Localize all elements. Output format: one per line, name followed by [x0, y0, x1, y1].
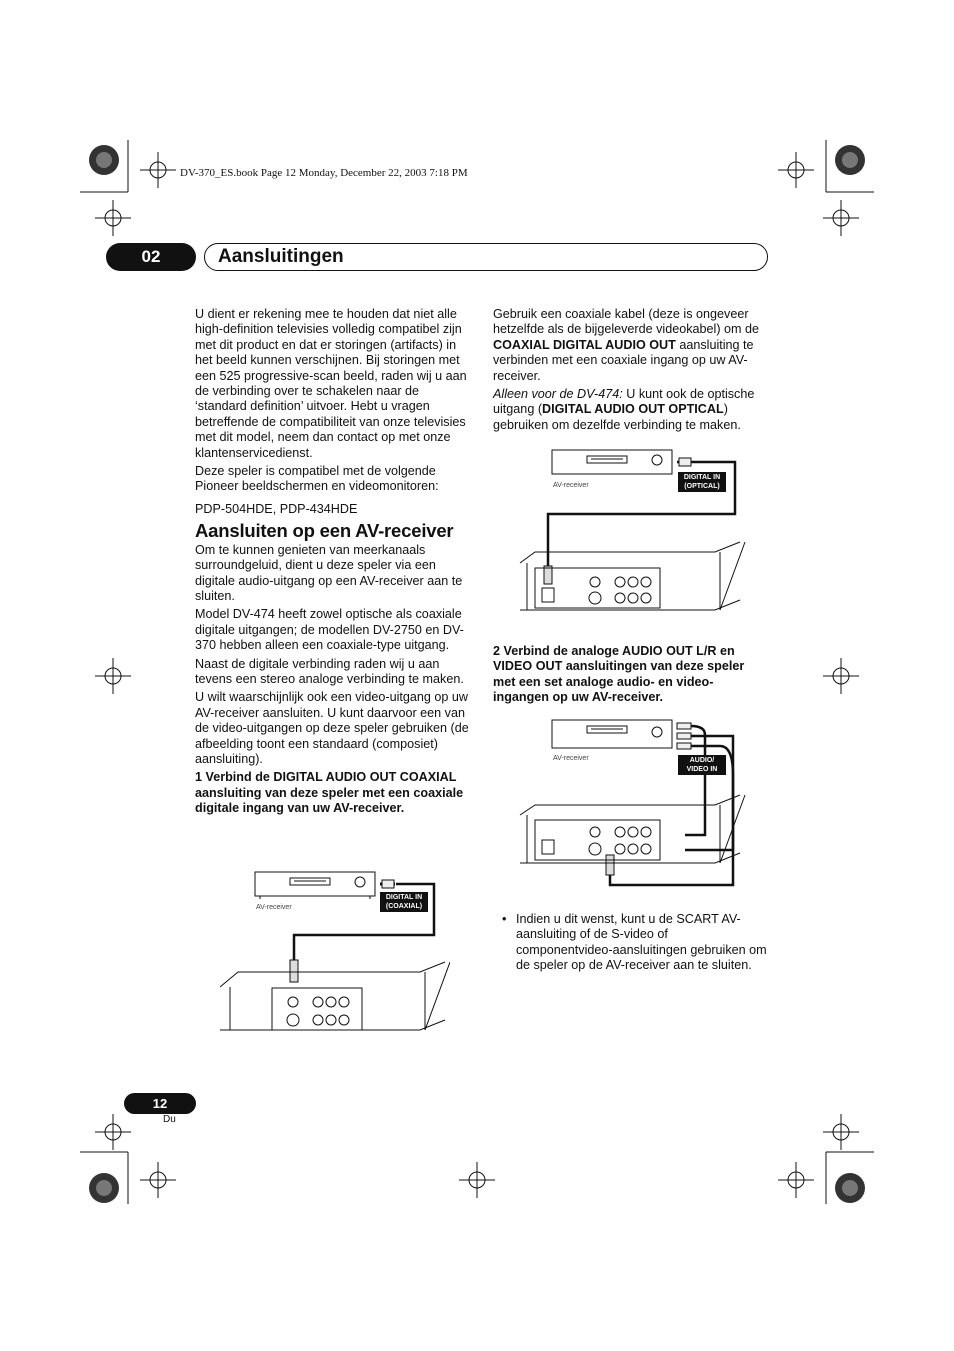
- chapter-number-badge: 02: [106, 243, 196, 271]
- bullet-text: Indien u dit wenst, kunt u de SCART AV-aansluiting of de S-video of componentvideo-aansluitingen gebruiken om de speler op de AV-receiver aan te sluiten.: [516, 912, 767, 973]
- tag-line-1: DIGITAL IN: [385, 894, 423, 901]
- page-number: 12: [124, 1093, 196, 1114]
- paragraph-hdtv-compat: U dient er rekening mee te houden dat niet alle high-definition televisies volledig compatibel zijn met dit product en dat er storingen (artifacts) in het beeld kunnen verschijnen. Bij storingen met een 525 progressive-scan beeld, raden wij u aan de verbinding over te schakelen naar de ‘standard definition’ uitvoer. Hebt u vragen betreffende de compatibiliteit van onze televisies met dit model, neem dan contact op met onze klantenservicedienst.: [195, 307, 467, 460]
- paragraph-coaxial-cable: Gebruik een coaxiale kabel (deze is ongeveer hetzelfde als de bijgeleverde videokabel) om de COAXIAL DIGITAL AUDIO OUT aansluiting te verbinden met een coaxiale ingang op uw AV-receiver.: [493, 307, 760, 383]
- av-receiver-label: AV-receiver: [553, 755, 589, 762]
- digital-in-optical-tag: [678, 472, 726, 492]
- audio-video-in-tag: [678, 755, 726, 775]
- chapter-title: Aansluitingen: [218, 246, 344, 267]
- optical-connection-diagram: [515, 448, 750, 638]
- paragraph-model-outputs: Model DV-474 heeft zowel optische als coaxiale digitale uitgangen; de modellen DV-2750 en DV-370 hebben alleen een coaxiale-type uitgang.: [195, 607, 464, 653]
- paragraph-models: PDP-504HDE, PDP-434HDE: [195, 501, 358, 516]
- page-language: Du: [163, 1114, 176, 1125]
- paragraph-compatible-displays: Deze speler is compatibel met de volgende Pioneer beeldschermen en videomonitoren:: [195, 464, 439, 494]
- av-receiver-label: AV-receiver: [256, 904, 292, 911]
- paragraph-surround: Om te kunnen genieten van meerkanaals surroundgeluid, dient u deze speler via een digitale audio-uitgang op een AV-receiver aan te sluiten.: [195, 542, 463, 603]
- digital-in-coaxial-tag: [380, 892, 428, 912]
- tag-line-2: VIDEO IN: [686, 766, 718, 773]
- av-receiver-label: AV-receiver: [553, 482, 589, 489]
- tag-line-2: (OPTICAL): [684, 483, 720, 490]
- left-column: [195, 307, 471, 819]
- coaxial-diagram-drawing: [220, 862, 450, 1052]
- paragraph-optical-option: Alleen voor de DV-474: U kunt ook de optische uitgang (DIGITAL AUDIO OUT OPTICAL) gebruiken om dezelfde verbinding te maken.: [493, 387, 755, 432]
- step-1-instruction: 1 Verbind de DIGITAL AUDIO OUT COAXIAL aansluiting van deze speler met een coaxiale digitale ingang van uw AV-receiver.: [195, 770, 464, 816]
- paragraph-video-output: U wilt waarschijnlijk ook een video-uitgang op uw AV-receiver aansluiten. U kunt daarvoor een van de video-uitgangen op deze speler gebruiken (de afbeelding toont een standaard (composiet) aansluiting).: [195, 690, 469, 766]
- step-2-instruction: 2 Verbind de analoge AUDIO OUT L/R en VIDEO OUT aansluitingen van deze speler met een set analoge audio- en video-ingangen op uw AV-receiver.: [493, 644, 745, 705]
- tag-line-1: DIGITAL IN: [683, 474, 721, 481]
- audio-video-connection-diagram: [515, 715, 750, 905]
- section-title: Aansluiten op een AV-receiver: [195, 520, 454, 542]
- right-column: [493, 307, 769, 436]
- file-info-line: DV-370_ES.book Page 12 Monday, December 22, 2003 7:18 PM: [180, 167, 468, 179]
- paragraph-analog-advice: Naast de digitale verbinding raden wij u aan tevens een stereo analoge verbinding te maken.: [195, 656, 464, 686]
- audio-video-diagram-drawing: [515, 715, 750, 905]
- tag-line-2: (COAXIAL): [385, 903, 423, 910]
- bullet-dot: •: [502, 912, 507, 926]
- tag-line-1: AUDIO/: [689, 757, 715, 764]
- coaxial-connection-diagram: [220, 862, 450, 1052]
